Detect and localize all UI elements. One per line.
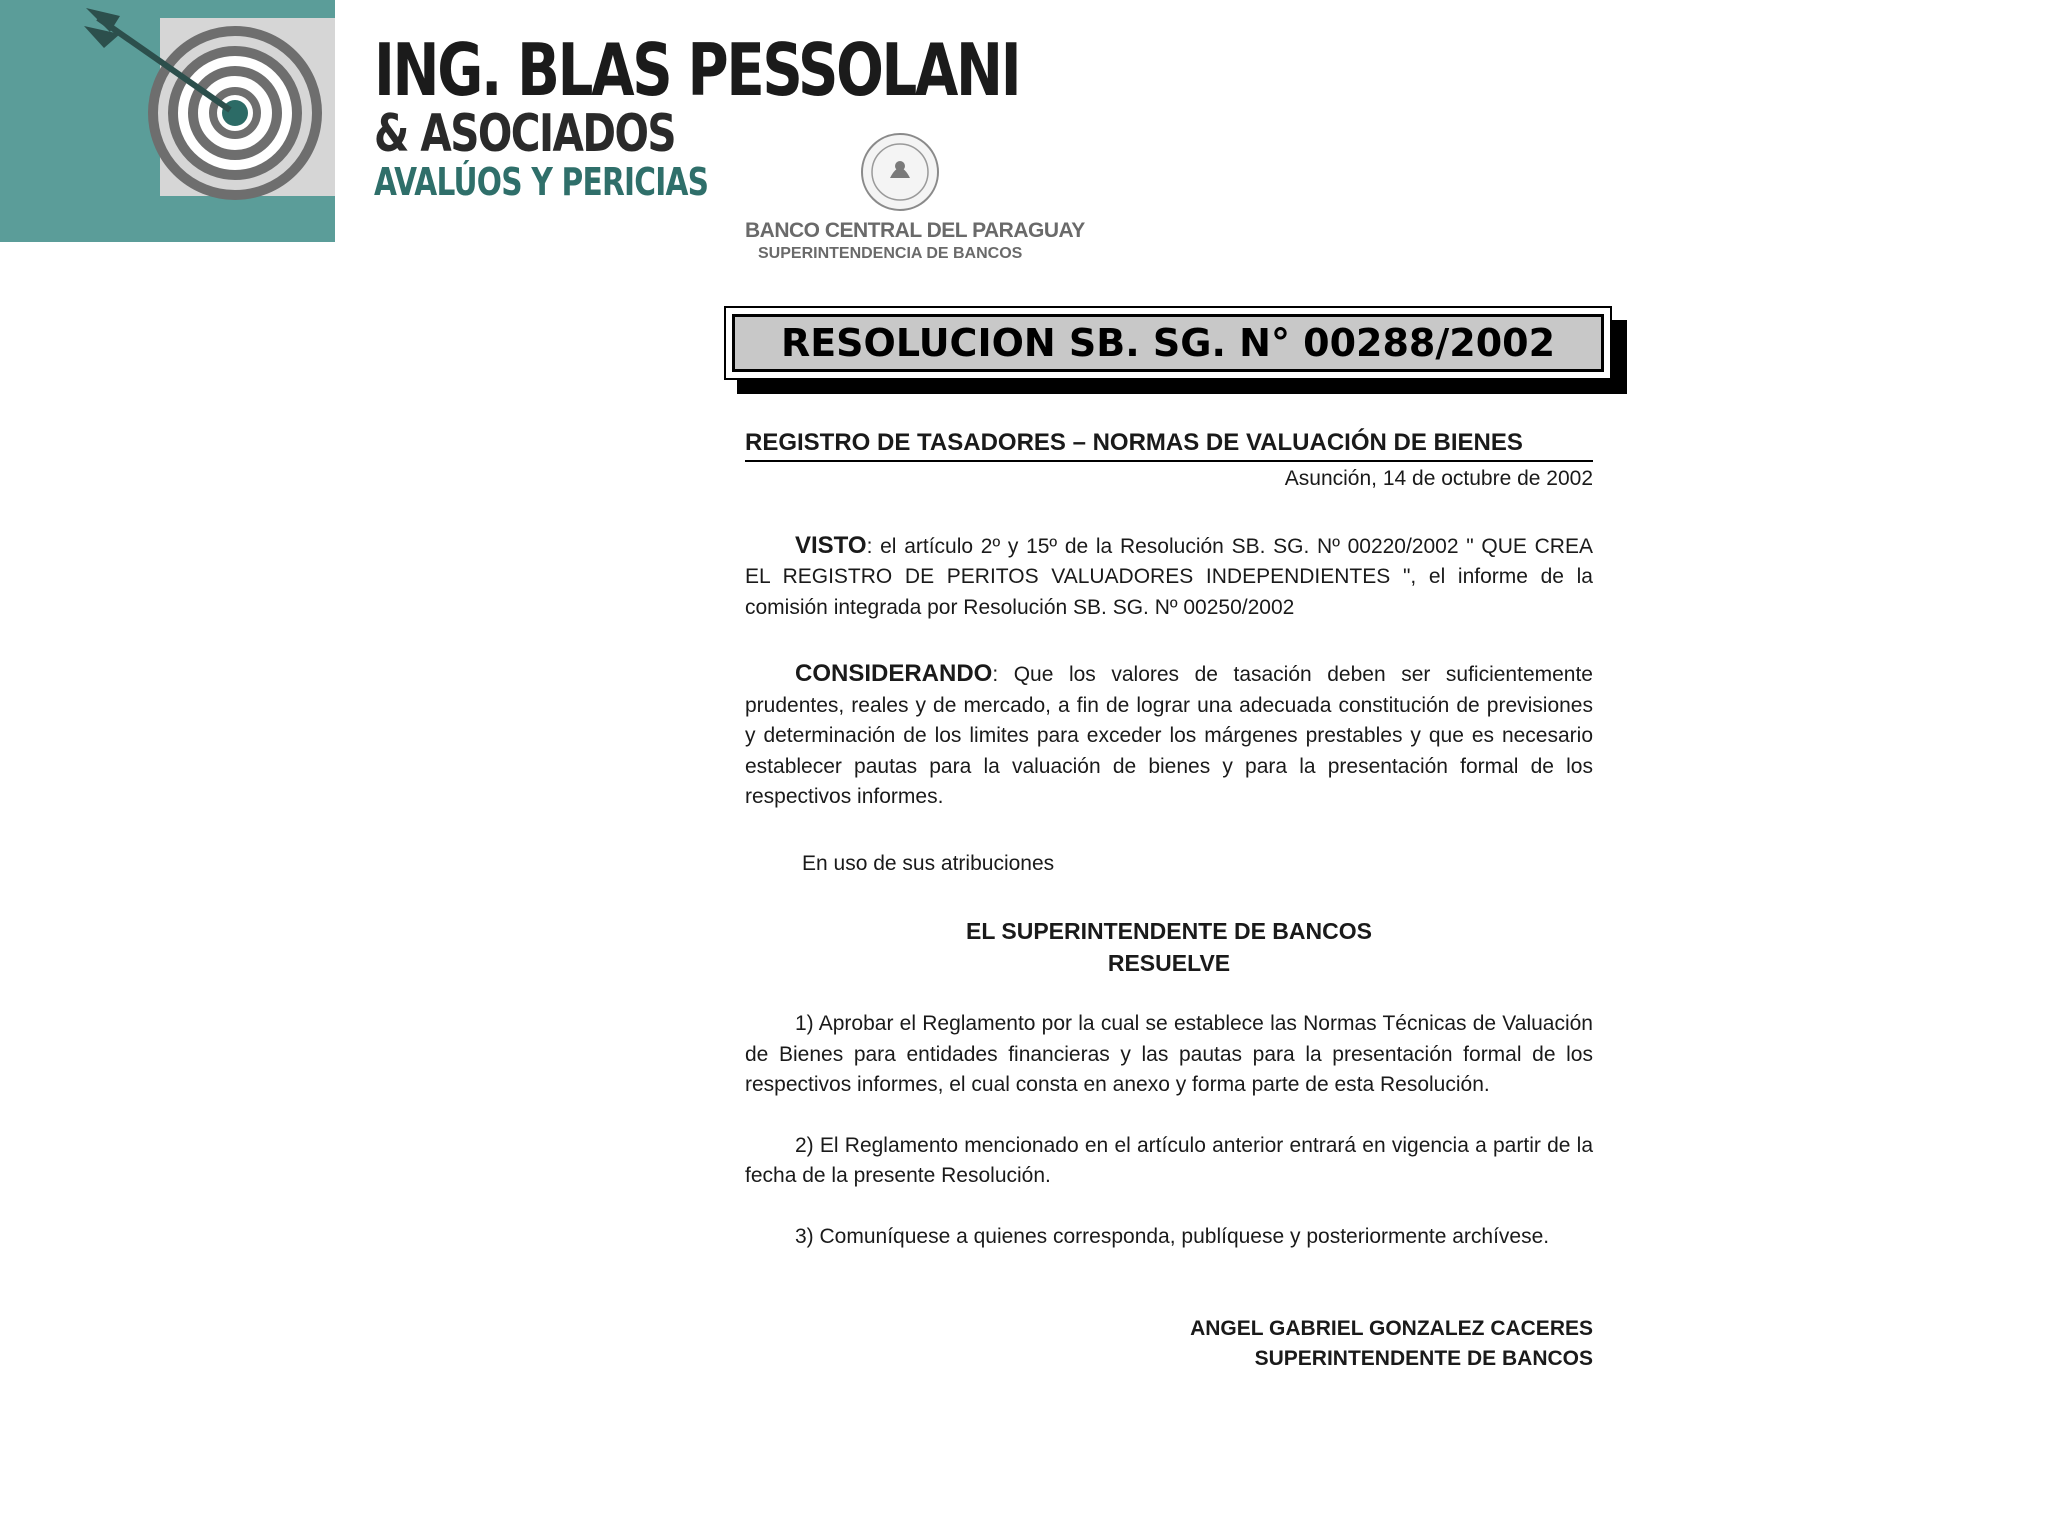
visto-text: : el artículo 2º y 15º de la Resolución SB. SG. Nº 00220/2002 " QUE CREA EL REGISTRO DE PERITOS VALUADORES INDEPENDIENTES ", el informe de la comisión integrada por Resolución SB. SG. Nº 00250/2002 (745, 534, 1593, 619)
considerando-label: CONSIDERANDO (795, 660, 993, 687)
resolution-title-box (724, 306, 1612, 380)
article-1: 1) Aprobar el Reglamento por la cual se establece las Normas Técnicas de Valuación de Bienes para entidades financieras y las pautas para la presentación formal de los respectivos informes, el cual consta en anexo y forma parte de esta Resolución. (745, 1012, 1593, 1096)
considerando-text: : Que los valores de tasación deben ser suficientemente prudentes, reales y de mercado, a fin de lograr una adecuada constitución de previsiones y determinación de los limites para exceder los márgenes prestables y que es necesario establecer pautas para la valuación de bienes y para la presentación formal de los respectivos informes. (745, 663, 1593, 808)
article-3: 3) Comuníquese a quienes corresponda, publíquese y posteriormente archívese. (795, 1224, 1550, 1248)
resolution-title-panel (732, 314, 1604, 372)
resolution-title: RESOLUCION SB. SG. N° 00288/2002 (780, 321, 1556, 365)
bank-division: SUPERINTENDENCIA DE BANCOS (758, 245, 1023, 262)
authority-line: EL SUPERINTENDENTE DE BANCOS (966, 918, 1372, 944)
considerando-paragraph (745, 659, 1593, 813)
brand-tagline: AVALÚOS Y PERICIAS (374, 160, 709, 204)
visto-label: VISTO (795, 531, 867, 559)
brand-title: ING. BLAS PESSOLANI (374, 28, 1020, 112)
bank-name: BANCO CENTRAL DEL PARAGUAY (745, 219, 1085, 242)
resolution-body (745, 426, 1593, 1374)
bank-seal-icon (858, 130, 942, 214)
document-heading: REGISTRO DE TASADORES – NORMAS DE VALUACIÓN DE BIENES (745, 426, 1593, 462)
visto-paragraph (745, 531, 1593, 624)
company-logo (0, 0, 335, 242)
uso-line: En uso de sus atribuciones (802, 851, 1055, 875)
article-2: 2) El Reglamento mencionado en el artículo anterior entrará en vigencia a partir de la fecha de la presente Resolución. (745, 1133, 1593, 1187)
brand-subtitle: & ASOCIADOS (374, 104, 676, 164)
signatory-name: ANGEL GABRIEL GONZALEZ CACERES (1190, 1317, 1593, 1340)
document-date: Asunción, 14 de octubre de 2002 (1284, 467, 1593, 490)
resuelve-line: RESUELVE (1107, 950, 1231, 976)
target-arrow-icon (80, 8, 340, 208)
signatory-title: SUPERINTENDENTE DE BANCOS (1254, 1347, 1593, 1370)
